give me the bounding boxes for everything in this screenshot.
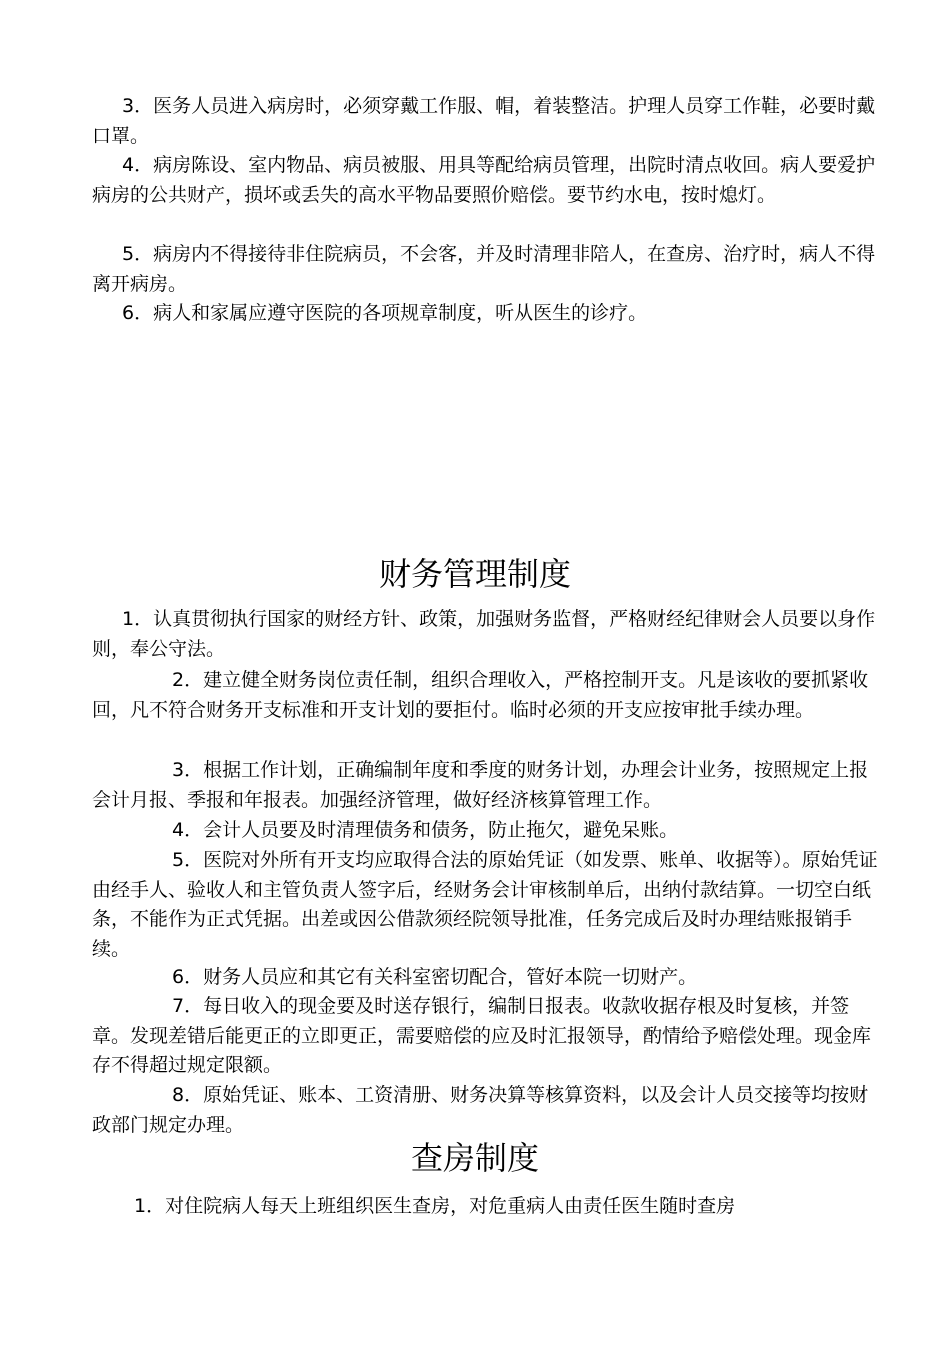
ward-rule-4: 4．病房陈设、室内物品、病员被服、用具等配给病员管理，出院时清点收回。病人要爱护病房的公共财产，损坏或丢失的高水平物品要照价赔偿。要节约水电，按时熄灯。 [92,154,876,206]
finance-rule-4: 4．会计人员要及时清理债务和债务，防止拖欠，避免呆账。 [172,819,679,841]
ward-rule-5: 5．病房内不得接待非住院病员，不会客，并及时清理非陪人，在查房、治疗时，病人不得离开病房。 [92,243,876,295]
finance-rule-1: 1．认真贯彻执行国家的财经方针、政策，加强财务监督，严格财经纪律财会人员要以身作则，奉公守法。 [92,608,876,660]
finance-rule-8: 8．原始凭证、账本、工资清册、财务决算等核算资料，以及会计人员交接等均按财政部门规定办理。 [92,1084,869,1136]
rounds-rule-1: 1．对住院病人每天上班组织医生查房，对危重病人由责任医生随时查房 [134,1195,736,1217]
finance-rule-5: 5．医院对外所有开支均应取得合法的原始凭证（如发票、账单、收据等）。原始凭证由经手人、验收人和主管负责人签字后，经财务会计审核制单后，出纳付款结算。一切空白纸条，不能作为正式凭据。出差或因公借款须经院领导批准，任务完成后及时办理结账报销手续。 [92,849,878,960]
finance-title: 财务管理制度 [378,555,571,593]
ward-rule-3: 3．医务人员进入病房时，必须穿戴工作服、帽，着装整洁。护理人员穿工作鞋，必要时戴口罩。 [92,95,876,147]
finance-rule-7: 7．每日收入的现金要及时送存银行，编制日报表。收款收据存根及时复核，并签章。发现差错后能更正的立即更正，需要赔偿的应及时汇报领导，酌情给予赔偿处理。现金库存不得超过规定限额。 [92,995,872,1076]
finance-rule-6: 6．财务人员应和其它有关科室密切配合，管好本院一切财产。 [172,966,698,988]
rounds-title: 查房制度 [410,1139,539,1177]
finance-rule-2: 2．建立健全财务岗位责任制，组织合理收入，严格控制开支。凡是该收的要抓紧收回，凡不符合财务开支标准和开支计划的要拒付。临时必须的开支应按审批手续办理。 [92,669,869,721]
ward-rule-6: 6．病人和家属应遵守医院的各项规章制度，听从医生的诊疗。 [122,302,648,324]
finance-rule-3: 3．根据工作计划，正确编制年度和季度的财务计划，办理会计业务，按照规定上报会计月报、季报和年报表。加强经济管理，做好经济核算管理工作。 [92,759,869,811]
